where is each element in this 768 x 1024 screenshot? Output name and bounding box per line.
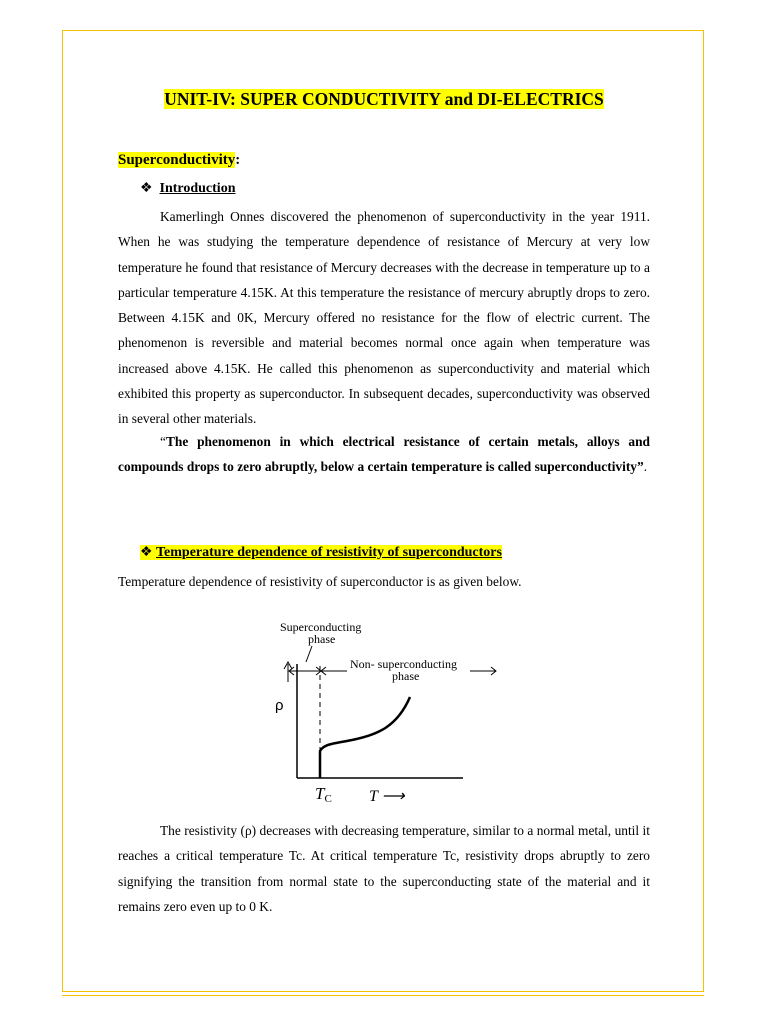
resistivity-curve — [320, 697, 410, 778]
section-heading: Superconductivity: — [118, 152, 241, 168]
diamond-bullet-icon: ❖ — [140, 181, 153, 196]
diamond-bullet-icon: ❖ — [140, 545, 153, 560]
section-heading-text: Superconductivity — [118, 152, 236, 168]
sc-label-line2: phase — [308, 632, 336, 646]
temp-intro-text: Temperature dependence of resistivity of superconductor is as given below. — [118, 574, 522, 589]
bullet-label: Introduction — [159, 181, 236, 196]
bullet-label: Temperature dependence of resistivity of superconductors — [156, 545, 502, 560]
resistivity-figure — [262, 604, 512, 809]
resistivity-paragraph: The resistivity (ρ) decreases with decreasing temperature, similar to a normal metal, until it reaches a critical temperature Tc. At critical temperature Tc, resistivity drops abruptly to zero signifying the transition from normal state to the superconducting state of the material and it remains zero even up to 0 K. — [118, 823, 650, 914]
bullet-temperature-dependence — [140, 544, 502, 562]
page-border-bottom — [62, 995, 704, 996]
page-title: UNIT-IV: SUPER CONDUCTIVITY and DI-ELECTRICS — [164, 89, 604, 109]
y-axis-label: ρ — [275, 697, 284, 714]
intro-paragraph: Kamerlingh Onnes discovered the phenomenon of superconductivity in the year 1911. When he was studying the temperature dependence of resistance of Mercury at very low temperature he found that resistance of Mercury decreases with the decrease in temperature up to a particular temperature 4.15K. At this temperature the resistance of mercury abruptly drops to zero. Between 4.15K and 0K, Mercury offered no resistance for the flow of electric current. The phenomenon is reversible and material becomes normal once again when temperature was increased above 4.15K. He called this phenomenon as superconductivity and material which exhibited this property as superconductor. In subsequent decades, superconductivity was observed in several other materials. — [118, 209, 650, 427]
tc-label: TC — [315, 784, 332, 805]
sc-label-line1: Superconducting — [280, 620, 362, 634]
x-axis-label: T ⟶ — [369, 788, 405, 805]
nsc-label-line1: Non- superconducting — [350, 657, 457, 671]
definition-paragraph: “The phenomenon in which electrical resistance of certain metals, alloys and compounds drops to zero abruptly, below a certain temperature is called superconductivity”. — [118, 434, 650, 475]
nsc-label-line2: phase — [392, 669, 420, 683]
bullet-introduction — [140, 180, 235, 198]
